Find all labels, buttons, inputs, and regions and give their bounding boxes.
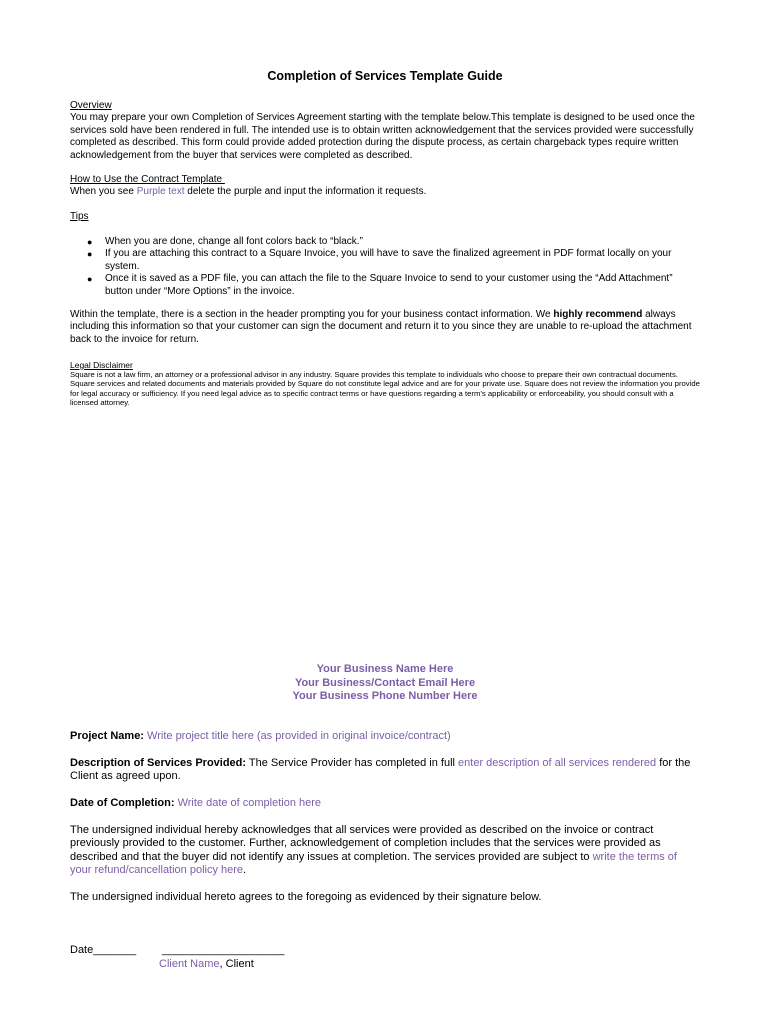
bullet-icon: ●: [87, 237, 93, 247]
list-item: [70, 248, 700, 273]
business-name: Your Business Name Here: [316, 663, 454, 675]
acknowledge-end: .: [243, 864, 247, 877]
tips-list-section: [70, 236, 700, 298]
highly-recommend: highly recommend: [553, 309, 643, 320]
legal-heading: Legal Disclaimer: [70, 360, 133, 370]
business-email: Your Business/Contact Email Here: [294, 676, 476, 689]
project-name-row: [70, 730, 700, 743]
business-phone: Your Business Phone Number Here: [292, 690, 478, 702]
howto-section: [70, 174, 700, 199]
tip-text: When you are done, change all font colors back to “black.”: [105, 236, 363, 247]
date-completion-label: Date of Completion:: [70, 797, 175, 809]
client-signature-label: [159, 958, 254, 971]
howto-text: [70, 186, 700, 198]
description-label: Description of Services Provided:: [70, 757, 247, 769]
signature-line: ____________________: [162, 944, 285, 956]
project-name-placeholder: Write project title here (as provided in original invoice/contract): [147, 730, 451, 742]
acknowledgement-paragraph: [70, 824, 700, 878]
date-line: Date_______: [70, 944, 137, 956]
business-info: [70, 663, 700, 704]
bullet-icon: ●: [87, 249, 93, 260]
tip-text: Once it is saved as a PDF file, you can attach the file to the Square Invoice to send to your customer using the “Add Attachment” button under “More Options” in the invoice.: [105, 273, 673, 297]
description-row: [70, 757, 700, 784]
agreement-statement: The undersigned individual hereto agrees to the foregoing as evidenced by their signature below.: [70, 891, 542, 903]
tips-list: [70, 236, 700, 298]
howto-heading: How to Use the Contract Template: [70, 174, 225, 185]
refund-policy-placeholder: write the terms of your refund/cancellation policy here: [70, 850, 677, 877]
overview-text: You may prepare your own Completion of Services Agreement starting with the template below.This template is designed to be used once the services sold have been rendered in full. The intended use is to obtain written acknowledgement that the services provided were successfully completed as described. This form could provide added protection during the dispute process, as certain chargeback types require written acknowledgement from the buyer that services were completed as described.: [70, 112, 695, 161]
purple-text-example: Purple text: [136, 186, 185, 198]
list-item: [70, 236, 700, 248]
client-suffix: , Client: [219, 958, 254, 970]
within-pre: Within the template, there is a section in the header prompting you for your business contact information. We: [70, 309, 554, 320]
howto-post: delete the purple and input the information it requests.: [184, 186, 427, 198]
overview-section: [70, 100, 700, 162]
project-name-label: Project Name:: [70, 730, 144, 742]
date-completion-placeholder: Write date of completion here: [177, 797, 322, 809]
signature-block: [70, 944, 700, 974]
overview-heading: Overview: [70, 100, 112, 111]
tip-text: If you are attaching this contract to a Square Invoice, you will have to save the finalized agreement in PDF format locally on your system.: [105, 248, 672, 272]
client-name-placeholder: Client Name: [159, 958, 220, 970]
description-placeholder: enter description of all services rendered: [458, 757, 657, 769]
page-title: Completion of Services Template Guide: [267, 69, 503, 83]
description-text1: The Service Provider has completed in full: [246, 757, 459, 769]
acknowledge-text: The undersigned individual hereby acknowledges that all services were provided as described on the invoice or contract previously provided to the customer. Further, acknowledgement of completion includes that the services were provided as described and that the buyer did not identify any issues at completion. The services provided are subject to: [70, 824, 661, 863]
howto-pre: When you see: [70, 186, 137, 198]
list-item: [70, 273, 700, 298]
within-template-section: [70, 309, 700, 346]
date-completion-row: [70, 797, 700, 810]
description-text2: for the Client as agreed upon.: [70, 757, 691, 783]
tips-heading: Tips: [70, 211, 89, 222]
legal-section: [70, 360, 700, 407]
tips-section: [70, 211, 700, 223]
bullet-icon: ●: [87, 274, 93, 285]
within-post: always including this information so that your customer can sign the document and return it to you since they are unable to re-upload the attachment back to the invoice for return.: [70, 309, 692, 345]
legal-text: Square is not a law firm, an attorney or a professional advisor in any industry. Square provides this template to individuals who choose to prepare their own contractual documents. Square services and related documents and materials provided by Square do not constitute legal advice and are for your private use. Square does not review the information you provide for legal accuracy or sufficiency. If you need legal advice as to specific contract terms or have questions regarding a term’s applicability or enforceability, you should consult with a licensed attorney.: [70, 370, 700, 407]
